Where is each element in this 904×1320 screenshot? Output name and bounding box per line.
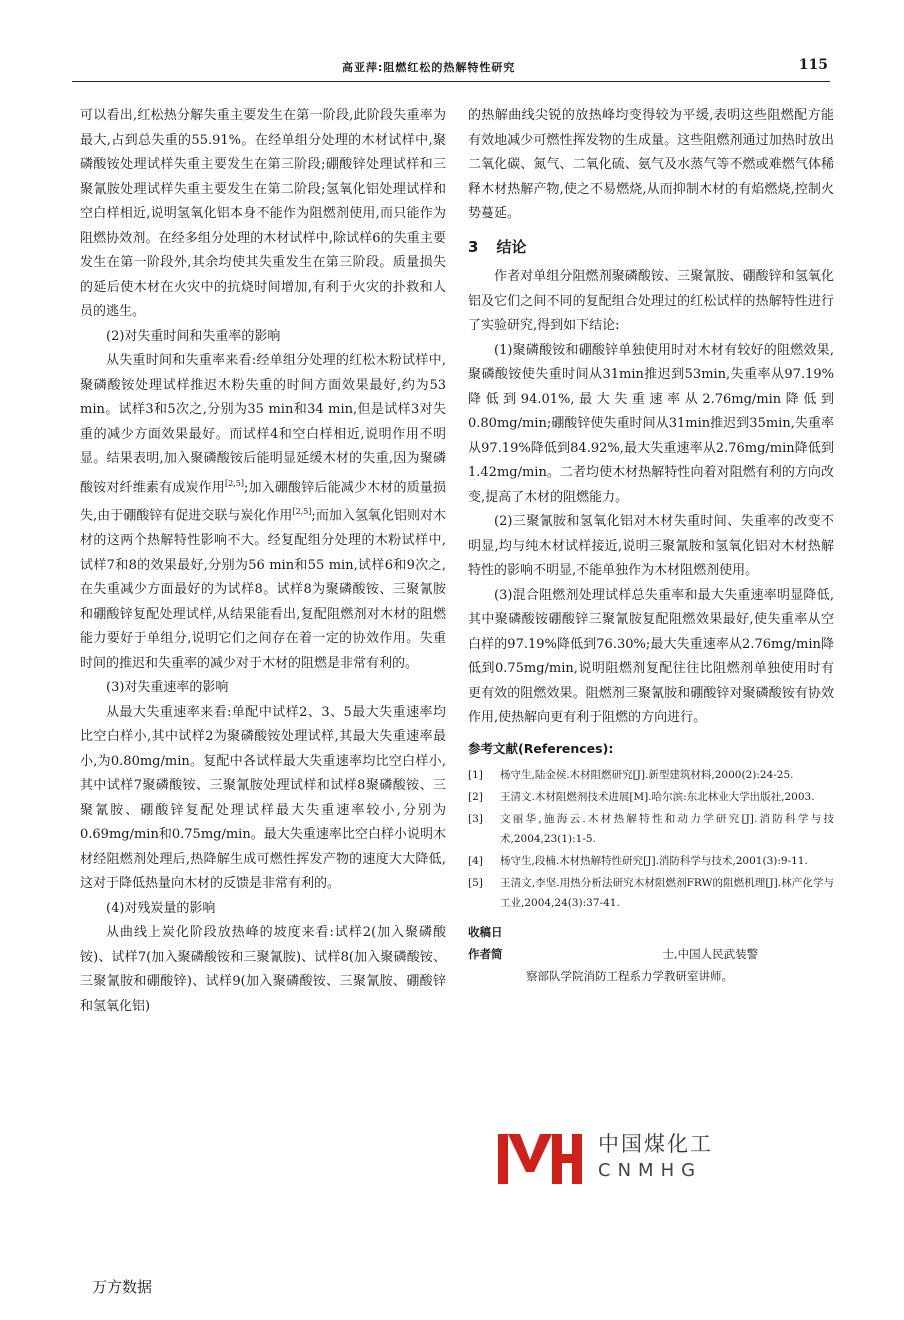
reference-item: [5] 王清文,李坚.用热分析法研究木材阻燃剂FRW的阻燃机理[J].林产化学与工业,2004,24(3):37-41. (468, 877, 834, 909)
paragraph: 作者对单组分阻燃剂聚磷酸铵、三聚氰胺、硼酸锌和氢氧化铝及它们之间不同的复配组合处理过的红松试样的热解特性进行了实验研究,得到如下结论: (468, 269, 834, 333)
section-heading (468, 235, 834, 260)
subheading: (2)对失重时间和失重率的影响 (106, 328, 281, 344)
running-title: 高亚萍:阻燃红松的热解特性研究 (342, 61, 516, 74)
paragraph: 从曲线上炭化阶段放热峰的坡度来看:试样2(加入聚磷酸铵)、试样7(加入聚磷酸铵和三聚氰胺)、试样8(加入聚磷酸铵、三聚氰胺和硼酸锌)、试样9(加入聚磷酸铵、三聚氰胺、硼酸锌和氢氧化铝) (80, 925, 446, 1014)
page-number: 115 (798, 57, 828, 73)
watermark-en: CNMHG (598, 1160, 703, 1181)
left-column (80, 104, 446, 1019)
author-label: 作者简 (468, 947, 503, 961)
section-title: 结论 (496, 237, 527, 256)
conclusion-item: (2)三聚氰胺和氢氧化铝对木材失重时间、失重率的改变不明显,均与纯木材试样接近,说明三聚氰胺和氢氧化铝对木材热解特性的影响不明显,不能单独作为木材阻燃剂使用。 (468, 514, 834, 578)
article-notes (468, 921, 834, 987)
right-column (468, 104, 834, 987)
watermark-cn: 中国煤化工 (598, 1132, 713, 1156)
watermark-logo (494, 1128, 724, 1192)
conclusion-item: (1)聚磷酸铵和硼酸锌单独使用时对木材有较好的阻燃效果,聚磷酸铵使失重时间从31min推迟到53min,失重率从97.19%降低到94.01%,最大失重速率从2.76mg/min降低到0.80mg/min;硼酸锌使失重时间从31min推迟到35min,失重率从97.19%降低到84.92%,最大失重速率从2.76mg/min降低到1.42mg/min。二者均使木材热解特性向着对阻燃有利的方向改变,提高了木材的阻燃能力。 (468, 342, 834, 505)
author-text: 察部队学院消防工程系力学教研室讲师。 (526, 969, 733, 983)
citation: [2,5] (224, 478, 244, 488)
subheading: (3)对失重速率的影响 (106, 680, 229, 696)
paragraph: 从失重时间和失重率来看:经单组分处理的红松木粉试样中,聚磷酸铵处理试样推迟木粉失重的时间方面效果最好,约为53 min。试样3和5次之,分别为35 min和34 min,但是试样3对失重的减少方面效果最好。而试样4和空白样相近,说明作用不明显。结果表明,加入聚磷酸铵后能明显延缓木材的失重,因为聚磷酸铵对纤维素有成炭作用[2,5];加入硼酸锌后能减少木材的质量损失,由于硼酸锌有促进交联与炭化作用[2,5];而加入氢氧化铝则对木材的这两个热解特性影响不大。经复配组分处理的木粉试样中,试样7和8的效果最好,分别为56 min和55 min,试样6和9次之,在失重减少方面最好的为试样8。试样8为聚磷酸铵、三聚氰胺和硼酸锌复配处理试样,从结果能看出,复配阻燃剂对木材的阻燃能力要好于单组分,说明它们之间存在着一定的协效作用。失重时间的推迟和失重率的减少对于木材的阻燃是非常有利的。 (80, 353, 446, 671)
subheading: (4)对残炭量的影响 (106, 900, 216, 916)
conclusion-item: (3)混合阻燃剂处理试样总失重率和最大失重速率明显降低,其中聚磷酸铵硼酸锌三聚氰胺复配阻燃效果最好,使失重率从空白样的97.19%降低到76.30%;最大失重速率从2.76mg/min降低到0.75mg/min,说明阻燃剂复配往往比阻燃剂单独使用时有更有效的阻燃效果。阻燃剂三聚氰胺和硼酸锌对聚磷酸铵有协效作用,使热解向更有利于阻燃的方向进行。 (468, 587, 834, 725)
reference-item: [3] 文丽华,施海云.木材热解特性和动力学研究[J].消防科学与技术,2004,23(1):1-5. (468, 813, 834, 845)
reference-item: [2] 王清文.木材阻燃剂技术进展[M].哈尔滨:东北林业大学出版社,2003. (468, 791, 815, 803)
citation: [2,5] (292, 507, 312, 517)
running-header (72, 55, 830, 82)
paragraph: 的热解曲线尖锐的放热峰均变得较为平缓,表明这些阻燃配方能有效地减少可燃性挥发物的生成量。这些阻燃剂通过加热时放出二氧化碳、氮气、二氧化硫、氨气及水蒸气等不燃或难燃气体稀释木材热解产物,使之不易燃烧,从而抑制木材的有焰燃烧,控制火势蔓延。 (468, 108, 834, 221)
received-label: 收稿日 (468, 925, 503, 939)
reference-item: [4] 杨守生,段楠.木材热解特性研究[J].消防科学与技术,2001(3):9-11. (468, 855, 808, 867)
paragraph: 从最大失重速率来看:单配中试样2、3、5最大失重速率均比空白样小,其中试样2为聚磷酸铵处理试样,其最大失重速率最小,为0.80mg/min。复配中各试样最大失重速率均比空白样小,其中试样7聚磷酸铵、三聚氰胺处理试样和试样8聚磷酸铵、三聚氰胺、硼酸锌复配处理试样最大失重速率较小,分别为0.69mg/min和0.75mg/min。最大失重速率比空白样小说明木材经阻燃剂处理后,热降解生成可燃性挥发产物的速度大大降低,这对于降低热量向木材的反馈是非常有利的。 (80, 704, 446, 892)
section-number: 3 (468, 237, 479, 256)
references-heading: 参考文献(References): (468, 740, 614, 756)
footer-source: 万方数据 (92, 1278, 153, 1296)
author-text: 士,中国人民武装警 (662, 947, 759, 961)
cnmhg-logo-icon (494, 1130, 584, 1188)
reference-item: [1] 杨守生,陆金侯.木材阻燃研究[J].新型建筑材料,2000(2):24-25. (468, 769, 794, 781)
paragraph: 可以看出,红松热分解失重主要发生在第一阶段,此阶段失重率为最大,占到总失重的55.91%。在经单组分处理的木材试样中,聚磷酸铵处理试样失重主要发生在第三阶段;硼酸锌处理试样和三聚氰胺处理试样失重主要发生在第二阶段;氢氧化铝处理试样和空白样相近,说明氢氧化铝本身不能作为阻燃剂使用,而只能作为阻燃协效剂。在经多组分处理的木材试样中,除试样6的失重主要发生在第一阶段外,其余均使其失重发生在第三阶段。质量损失的延后使木材在火灾中的抗烧时间增加,有利于火灾的扑救和人员的逃生。 (80, 108, 446, 319)
reference-list (468, 765, 834, 913)
